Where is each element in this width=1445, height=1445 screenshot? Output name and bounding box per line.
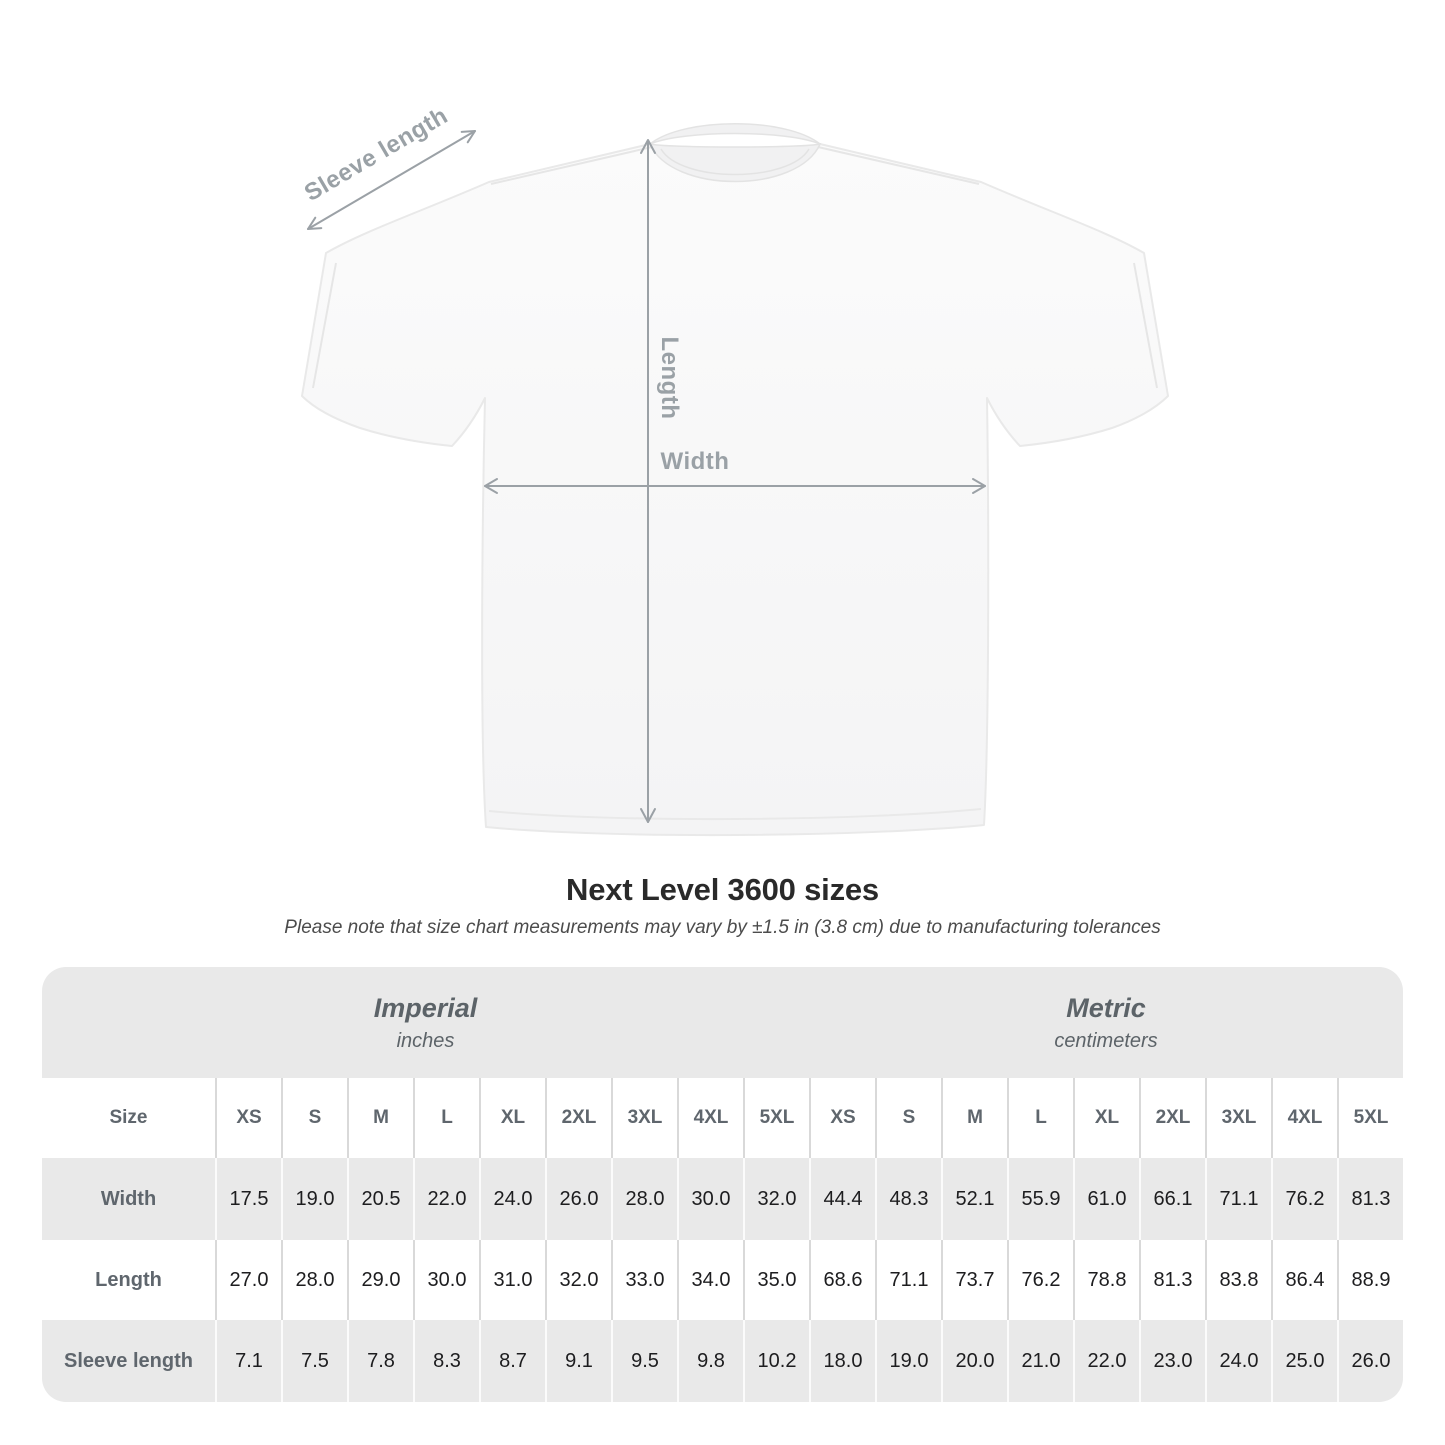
tshirt-illustration bbox=[302, 124, 1168, 835]
size-col-header-metric-3xl: 3XL bbox=[1205, 1078, 1271, 1158]
value-metric-length-xs: 68.6 bbox=[809, 1240, 875, 1320]
size-col-header-imperial-5xl: 5XL bbox=[743, 1078, 809, 1158]
value-metric-sleeve-length-m: 20.0 bbox=[941, 1320, 1007, 1402]
size-col-header-imperial-4xl: 4XL bbox=[677, 1078, 743, 1158]
value-metric-sleeve-length-2xl: 23.0 bbox=[1139, 1320, 1205, 1402]
value-metric-width-5xl: 81.3 bbox=[1337, 1158, 1403, 1240]
value-metric-sleeve-length-s: 19.0 bbox=[875, 1320, 941, 1402]
value-imperial-length-l: 30.0 bbox=[413, 1240, 479, 1320]
size-col-header-imperial-s: S bbox=[281, 1078, 347, 1158]
size-col-header-imperial-l: L bbox=[413, 1078, 479, 1158]
size-table bbox=[42, 967, 1403, 1402]
value-imperial-width-2xl: 26.0 bbox=[545, 1158, 611, 1240]
size-col-header-metric-m: M bbox=[941, 1078, 1007, 1158]
imperial-label: Imperial bbox=[373, 992, 478, 1023]
value-metric-width-3xl: 71.1 bbox=[1205, 1158, 1271, 1240]
row-label-width: Width bbox=[42, 1158, 215, 1240]
imperial-group-header bbox=[42, 967, 809, 1078]
value-metric-sleeve-length-5xl: 26.0 bbox=[1337, 1320, 1403, 1402]
value-metric-length-2xl: 81.3 bbox=[1139, 1240, 1205, 1320]
value-imperial-width-l: 22.0 bbox=[413, 1158, 479, 1240]
value-metric-width-m: 52.1 bbox=[941, 1158, 1007, 1240]
size-col-header-imperial-m: M bbox=[347, 1078, 413, 1158]
value-metric-sleeve-length-xl: 22.0 bbox=[1073, 1320, 1139, 1402]
metric-unit: centimeters bbox=[1054, 1029, 1158, 1052]
value-imperial-width-m: 20.5 bbox=[347, 1158, 413, 1240]
value-metric-width-4xl: 76.2 bbox=[1271, 1158, 1337, 1240]
value-imperial-sleeve-length-s: 7.5 bbox=[281, 1320, 347, 1402]
value-metric-sleeve-length-3xl: 24.0 bbox=[1205, 1320, 1271, 1402]
value-imperial-sleeve-length-m: 7.8 bbox=[347, 1320, 413, 1402]
size-col-header-metric-5xl: 5XL bbox=[1337, 1078, 1403, 1158]
size-row-header: Size bbox=[109, 1107, 148, 1128]
value-imperial-length-xl: 31.0 bbox=[479, 1240, 545, 1320]
value-imperial-length-xs: 27.0 bbox=[215, 1240, 281, 1320]
size-col-header-metric-l: L bbox=[1007, 1078, 1073, 1158]
size-col-header-metric-2xl: 2XL bbox=[1139, 1078, 1205, 1158]
value-imperial-length-s: 28.0 bbox=[281, 1240, 347, 1320]
value-imperial-width-5xl: 32.0 bbox=[743, 1158, 809, 1240]
metric-label: Metric bbox=[1066, 992, 1146, 1023]
imperial-unit: inches bbox=[396, 1029, 455, 1052]
value-metric-length-m: 73.7 bbox=[941, 1240, 1007, 1320]
value-metric-length-5xl: 88.9 bbox=[1337, 1240, 1403, 1320]
value-imperial-sleeve-length-xs: 7.1 bbox=[215, 1320, 281, 1402]
width-label: Width bbox=[660, 448, 730, 475]
value-metric-length-s: 71.1 bbox=[875, 1240, 941, 1320]
value-imperial-sleeve-length-5xl: 10.2 bbox=[743, 1320, 809, 1402]
value-metric-width-l: 55.9 bbox=[1007, 1158, 1073, 1240]
size-col-header-metric-s: S bbox=[875, 1078, 941, 1158]
value-metric-sleeve-length-xs: 18.0 bbox=[809, 1320, 875, 1402]
value-imperial-length-5xl: 35.0 bbox=[743, 1240, 809, 1320]
row-label-sleeve-length: Sleeve length bbox=[42, 1320, 215, 1402]
value-metric-length-l: 76.2 bbox=[1007, 1240, 1073, 1320]
size-col-header-imperial-3xl: 3XL bbox=[611, 1078, 677, 1158]
size-col-header-metric-xs: XS bbox=[809, 1078, 875, 1158]
value-imperial-sleeve-length-4xl: 9.8 bbox=[677, 1320, 743, 1402]
value-metric-sleeve-length-4xl: 25.0 bbox=[1271, 1320, 1337, 1402]
value-metric-width-s: 48.3 bbox=[875, 1158, 941, 1240]
size-col-header-metric-xl: XL bbox=[1073, 1078, 1139, 1158]
size-col-header-metric-4xl: 4XL bbox=[1271, 1078, 1337, 1158]
value-imperial-length-4xl: 34.0 bbox=[677, 1240, 743, 1320]
value-imperial-width-xl: 24.0 bbox=[479, 1158, 545, 1240]
value-imperial-sleeve-length-l: 8.3 bbox=[413, 1320, 479, 1402]
metric-group-header bbox=[809, 967, 1403, 1078]
value-imperial-sleeve-length-3xl: 9.5 bbox=[611, 1320, 677, 1402]
page-title: Next Level 3600 sizes bbox=[566, 872, 879, 907]
value-metric-length-4xl: 86.4 bbox=[1271, 1240, 1337, 1320]
value-imperial-length-3xl: 33.0 bbox=[611, 1240, 677, 1320]
length-label: Length bbox=[656, 336, 683, 420]
value-imperial-width-4xl: 30.0 bbox=[677, 1158, 743, 1240]
sleeve-length-label: Sleeve length bbox=[299, 102, 453, 207]
value-imperial-width-xs: 17.5 bbox=[215, 1158, 281, 1240]
row-label-length: Length bbox=[95, 1268, 162, 1291]
value-imperial-width-s: 19.0 bbox=[281, 1158, 347, 1240]
value-metric-width-2xl: 66.1 bbox=[1139, 1158, 1205, 1240]
value-metric-length-xl: 78.8 bbox=[1073, 1240, 1139, 1320]
value-imperial-length-2xl: 32.0 bbox=[545, 1240, 611, 1320]
size-col-header-imperial-2xl: 2XL bbox=[545, 1078, 611, 1158]
value-metric-width-xl: 61.0 bbox=[1073, 1158, 1139, 1240]
value-imperial-sleeve-length-2xl: 9.1 bbox=[545, 1320, 611, 1402]
value-metric-sleeve-length-l: 21.0 bbox=[1007, 1320, 1073, 1402]
size-col-header-imperial-xl: XL bbox=[479, 1078, 545, 1158]
page-subtitle: Please note that size chart measurements may vary by ±1.5 in (3.8 cm) due to manufacturing tolerances bbox=[284, 917, 1161, 938]
value-metric-length-3xl: 83.8 bbox=[1205, 1240, 1271, 1320]
value-imperial-length-m: 29.0 bbox=[347, 1240, 413, 1320]
value-imperial-width-3xl: 28.0 bbox=[611, 1158, 677, 1240]
title-block bbox=[0, 872, 1445, 939]
value-imperial-sleeve-length-xl: 8.7 bbox=[479, 1320, 545, 1402]
size-col-header-imperial-xs: XS bbox=[215, 1078, 281, 1158]
value-metric-width-xs: 44.4 bbox=[809, 1158, 875, 1240]
